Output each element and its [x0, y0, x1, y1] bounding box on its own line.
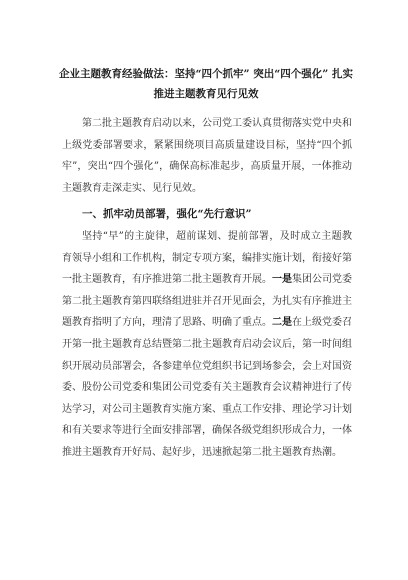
point-two-marker: 二是 [272, 317, 292, 329]
point-one-marker: 一是 [272, 274, 292, 286]
document-title: 企业主题教育经验做法：坚持“四个抓牢” 突出“四个强化” 扎实推进主题教育见行见效 [59, 68, 353, 100]
point-two-text: 在上级党委召开第一批主题教育总结暨第二批主题教育启动会议后，第一时间组织开展动员部署会，各参建单位党组织书记到场参会，会上对国资委、股份公司党委和集团公司党委有关主题教育会议精神进行了传达学习，对公司主题教育实施方案、重点工作安排、理论学习计划和有关要求等进行全面安排部署，确保各级党组织形成合力，一体推进主题教育开好局、起好步，迅速掀起第二批主题教育热潮。 [62, 317, 352, 458]
intro-paragraph: 第二批主题教育启动以来，公司党工委认真贯彻落实党中央和上级党委部署要求，紧紧围绕项目高质量建设目标，坚持“四个抓牢”，突出“四个强化”，确保高标准起步，高质量开展，一体推动主题教育走深走实、见行见效。 [62, 118, 352, 194]
section-lead-text: 坚持“早”的主旋律，超前谋划、提前部署，及时成立主题教育领导小组和工作机构，制定专项方案，编排实施计划，衔接好第一批主题教育，有序推进第二批主题教育开展。 [62, 231, 352, 286]
section-heading: 一、抓牢动员部署，强化“先行意识” [82, 208, 252, 220]
point-one-text: 集团公司党委第二批主题教育第四联络组进驻并召开见面会，为扎实有序推进主题教育指明了方向，理清了思路、明确了重点。 [62, 274, 352, 329]
section-paragraph [62, 226, 352, 464]
